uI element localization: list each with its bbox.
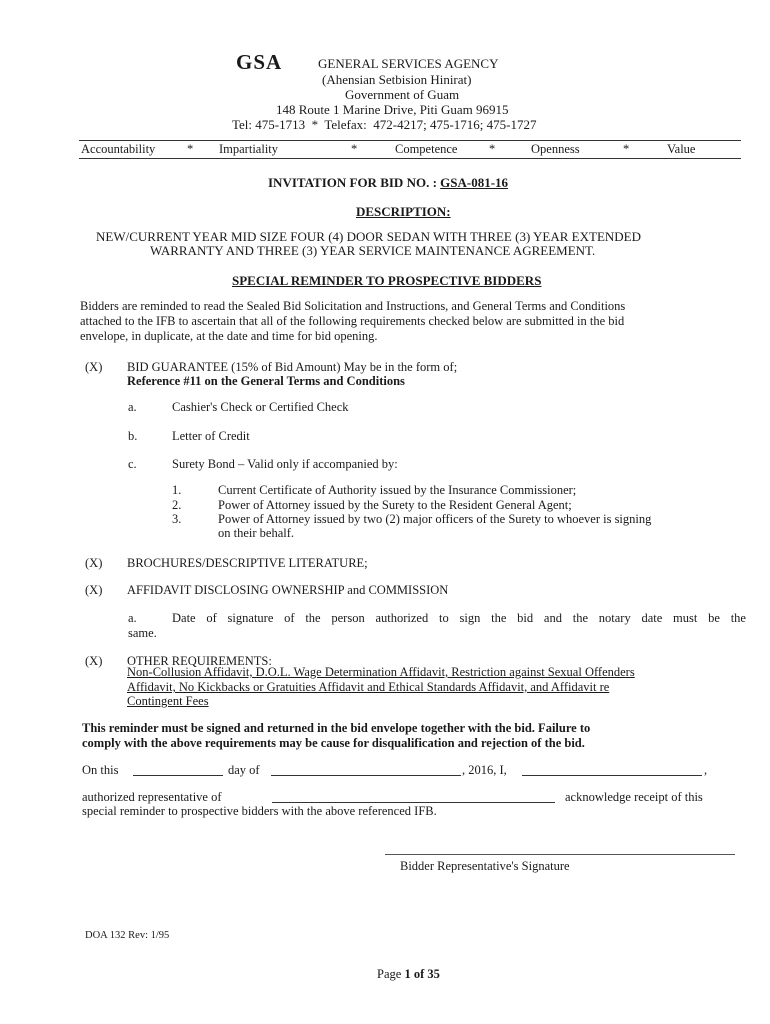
agency-native-name: (Ahensian Setbision Hinirat): [322, 72, 472, 87]
brochures-requirement: BROCHURES/DESCRIPTIVE LITERATURE;: [127, 556, 368, 570]
agency-contact: Tel: 475-1713 * Telefax: 472-4217; 475-1716; 475-1727: [232, 117, 537, 132]
checkbox-mark: (X): [85, 583, 103, 597]
agency-address: 148 Route 1 Marine Drive, Piti Guam 96915: [276, 102, 509, 117]
certificate-of-authority: Current Certificate of Authority issued by the Insurance Commissioner;: [218, 483, 577, 497]
comma: ,: [704, 763, 708, 777]
value-openness: Openness: [531, 142, 580, 156]
day-of-label: day of: [228, 763, 260, 777]
notice-line-1: This reminder must be signed and returned in the bid envelope together with the bid. Failure to: [82, 721, 591, 735]
signature-line[interactable]: [385, 854, 735, 855]
ifb-number: GSA-081-16: [440, 175, 509, 190]
ifb-label: INVITATION FOR BID NO. :: [268, 175, 437, 190]
company-blank-field[interactable]: [272, 789, 555, 803]
other-requirements-title: OTHER REQUIREMENTS:: [127, 654, 272, 668]
item-label: b.: [128, 429, 138, 443]
page-total: 35: [427, 967, 440, 981]
affidavit-requirement: AFFIDAVIT DISCLOSING OWNERSHIP and COMMISSION: [127, 583, 449, 597]
name-blank-field[interactable]: [522, 762, 702, 776]
item-number: 1.: [172, 483, 182, 497]
value-separator: *: [187, 142, 194, 156]
government-name: Government of Guam: [345, 87, 460, 102]
value-separator: *: [489, 142, 496, 156]
month-blank-field[interactable]: [271, 762, 461, 776]
acknowledgement-line-2: special reminder to prospective bidders with the above referenced IFB.: [82, 804, 437, 818]
affidavit-note-cont: same.: [128, 626, 157, 640]
description-line-2: WARRANTY AND THREE (3) YEAR SERVICE MAINTENANCE AGREEMENT.: [150, 243, 596, 258]
reminder-heading: SPECIAL REMINDER TO PROSPECTIVE BIDDERS: [232, 273, 542, 288]
power-of-attorney-officers-cont: on their behalf.: [218, 526, 295, 540]
on-this-label: On this: [82, 763, 119, 777]
checkbox-mark: (X): [85, 360, 103, 374]
authorized-label: authorized representative of: [82, 790, 222, 804]
item-label: a.: [128, 400, 137, 414]
value-separator: *: [623, 142, 630, 156]
surety-bond-option: Surety Bond – Valid only if accompanied by:: [172, 457, 398, 471]
page-current: 1: [404, 967, 411, 981]
description-heading: DESCRIPTION:: [356, 204, 451, 219]
page-number: [377, 967, 440, 982]
page-of: of: [410, 967, 428, 981]
other-requirements-line-3: Contingent Fees: [127, 694, 209, 708]
checkbox-mark: (X): [85, 556, 103, 570]
values-bar: [79, 140, 741, 159]
reminder-intro-1: Bidders are reminded to read the Sealed Bid Solicitation and Instructions, and General Terms and Conditions: [80, 299, 626, 313]
bid-guarantee-reference: Reference #11 on the General Terms and Conditions: [127, 374, 405, 388]
page-prefix: Page: [377, 967, 405, 981]
day-blank-field[interactable]: [133, 762, 223, 776]
value-separator: *: [351, 142, 358, 156]
reminder-intro-2: attached to the IFB to ascertain that all of the following requirements checked below are submitted in the bid: [80, 314, 625, 328]
value-competence: Competence: [395, 142, 458, 156]
notice-line-2: comply with the above requirements may be cause for disqualification and rejection of the bid.: [82, 736, 585, 750]
form-number: DOA 132 Rev: 1/95: [85, 930, 170, 941]
ifb-title: [268, 175, 508, 191]
item-label: c.: [128, 457, 137, 471]
affidavit-note: Date of signature of the person authorized to sign the bid and the notary date must be the: [172, 611, 746, 625]
power-of-attorney-agent: Power of Attorney issued by the Surety to the Resident General Agent;: [218, 498, 572, 512]
item-label: a.: [128, 611, 137, 625]
item-number: 2.: [172, 498, 182, 512]
reminder-intro-3: envelope, in duplicate, at the date and time for bid opening.: [80, 329, 378, 343]
other-requirements-line-2: Affidavit, No Kickbacks or Gratuities Affidavit and Ethical Standards Affidavit, and Affidavit re: [127, 680, 610, 694]
gsa-logo: GSA: [236, 50, 283, 74]
value-value: Value: [667, 142, 696, 156]
power-of-attorney-officers: Power of Attorney issued by two (2) major officers of the Surety to whoever is signing: [218, 512, 652, 526]
letter-of-credit-option: Letter of Credit: [172, 429, 250, 443]
acknowledge-label: acknowledge receipt of this: [565, 790, 703, 804]
description-line-1: NEW/CURRENT YEAR MID SIZE FOUR (4) DOOR SEDAN WITH THREE (3) YEAR EXTENDED: [96, 229, 641, 244]
checkbox-mark: (X): [85, 654, 103, 668]
item-number: 3.: [172, 512, 182, 526]
cashiers-check-option: Cashier's Check or Certified Check: [172, 400, 349, 414]
agency-name: GENERAL SERVICES AGENCY: [318, 56, 499, 71]
value-impartiality: Impartiality: [219, 142, 279, 156]
signature-label: Bidder Representative's Signature: [400, 859, 570, 873]
value-accountability: Accountability: [81, 142, 156, 156]
year-label: , 2016, I,: [462, 763, 507, 777]
other-requirements-line-1: Non-Collusion Affidavit, D.O.L. Wage Determination Affidavit, Restriction against Sexual Offenders: [127, 665, 635, 679]
bid-guarantee-title: BID GUARANTEE (15% of Bid Amount) May be in the form of;: [127, 360, 458, 374]
